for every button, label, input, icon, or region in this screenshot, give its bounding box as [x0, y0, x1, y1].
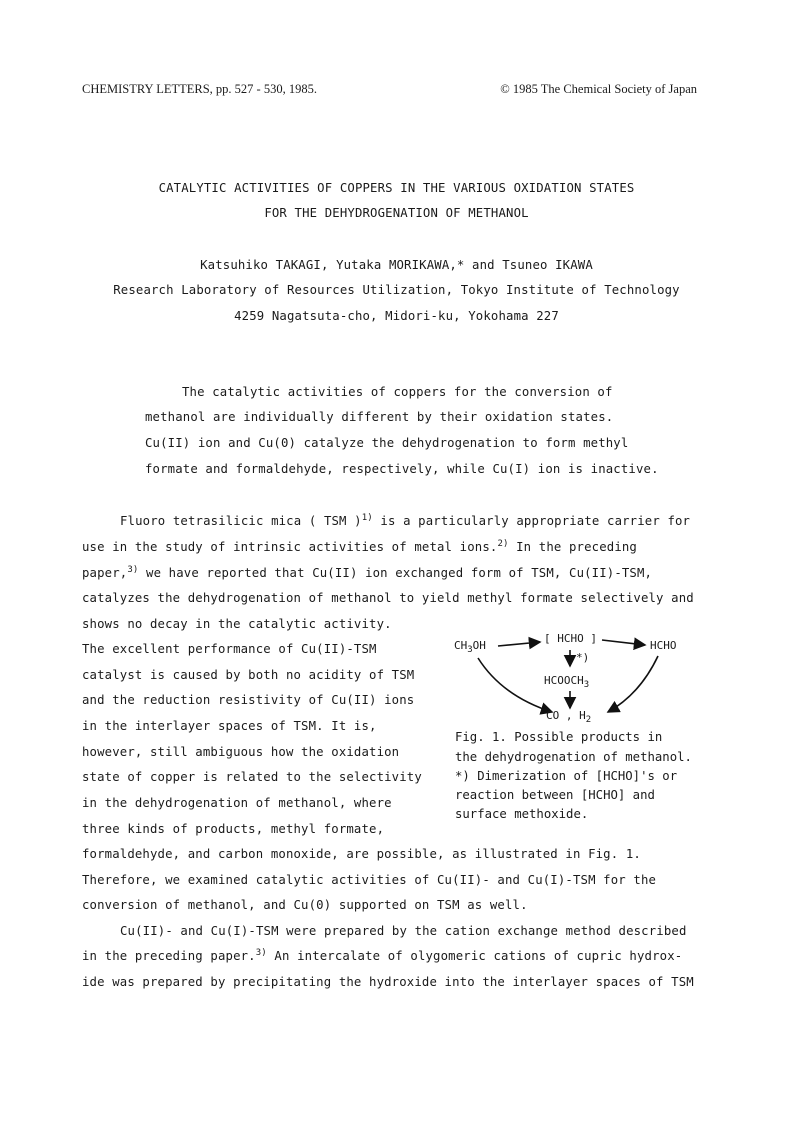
label-co-h2 [546, 709, 592, 725]
label-subscript: 3 [583, 680, 590, 690]
body-text: is a particularly appropriate carrier for [372, 514, 691, 528]
label-footnote-star: *) [576, 651, 590, 664]
title-line-2: FOR THE DEHYDROGENATION OF METHANOL [264, 206, 529, 220]
figure-caption-line: *) Dimerization of [HCHO]'s or [455, 769, 678, 783]
body-line: catalyzes the dehydrogenation of methanol to yield methyl formate selectively and [82, 591, 694, 605]
author-names: Katsuhiko TAKAGI, Yutaka MORIKAWA,* and Tsuneo IKAWA [200, 258, 593, 272]
label-text: CO , H [546, 709, 586, 722]
body-line: in the interlayer spaces of TSM. It is, [82, 719, 377, 733]
body-text: paper, [82, 566, 128, 580]
body-line: however, still ambiguous how the oxidation [82, 745, 400, 759]
copyright-notice: © 1985 The Chemical Society of Japan [500, 82, 697, 96]
body-text: In the preceding [508, 540, 637, 554]
body-text: use in the study of intrinsic activities of metal ions. [82, 540, 498, 554]
reference-mark: 1) [361, 513, 373, 523]
label-methyl-formate [544, 674, 590, 690]
body-line [82, 949, 682, 963]
body-text: we have reported that Cu(II) ion exchanged form of TSM, Cu(II)-TSM, [138, 566, 653, 580]
body-line: ide was prepared by precipitating the hydroxide into the interlayer spaces of TSM [82, 975, 694, 989]
body-line [120, 514, 690, 528]
affiliation: Research Laboratory of Resources Utilization, Tokyo Institute of Technology [113, 283, 680, 297]
body-line: shows no decay in the catalytic activity. [82, 617, 392, 631]
figure-caption-line: surface methoxide. [455, 807, 589, 821]
reference-mark: 3) [255, 948, 267, 958]
abstract-line: methanol are individually different by their oxidation states. [145, 410, 614, 424]
abstract-line: formate and formaldehyde, respectively, while Cu(I) ion is inactive. [145, 462, 659, 476]
figure-caption-line: reaction between [HCHO] and [455, 788, 655, 802]
body-line: The excellent performance of Cu(II)-TSM [82, 642, 377, 656]
body-text: Fluoro tetrasilicic mica ( TSM ) [120, 514, 362, 528]
body-line: three kinds of products, methyl formate, [82, 822, 385, 836]
abstract-line: The catalytic activities of coppers for the conversion of [182, 385, 613, 399]
body-text: in the preceding paper. [82, 949, 256, 963]
label-text: CH [454, 639, 468, 652]
body-line: in the dehydrogenation of methanol, where [82, 796, 392, 810]
address: 4259 Nagatsuta-cho, Midori-ku, Yokohama 227 [234, 309, 559, 323]
body-line: and the reduction resistivity of Cu(II) ions [82, 693, 415, 707]
body-line: Cu(II)- and Cu(I)-TSM were prepared by the cation exchange method described [120, 924, 687, 938]
label-formaldehyde: HCHO [650, 639, 677, 652]
body-line [82, 540, 637, 554]
figure-caption-line: the dehydrogenation of methanol. [455, 750, 692, 764]
label-text: OH [472, 639, 486, 652]
figure-1-diagram [440, 628, 700, 728]
label-hcho-intermediate: [ HCHO ] [544, 632, 597, 645]
body-line [82, 566, 652, 580]
body-line: formaldehyde, and carbon monoxide, are possible, as illustrated in Fig. 1. [82, 847, 641, 861]
arrow-methanol-to-hcho-intermediate [498, 642, 540, 646]
body-line: state of copper is related to the selectivity [82, 770, 422, 784]
arrow-intermediate-to-hcho [602, 640, 645, 645]
label-subscript: 3 [467, 645, 473, 655]
label-methanol [454, 639, 486, 655]
body-line: Therefore, we examined catalytic activities of Cu(II)- and Cu(I)-TSM for the [82, 873, 657, 887]
body-line: conversion of methanol, and Cu(0) supported on TSM as well. [82, 898, 528, 912]
reference-mark: 2) [497, 539, 509, 549]
title-line-1: CATALYTIC ACTIVITIES OF COPPERS IN THE VARIOUS OXIDATION STATES [158, 181, 635, 195]
arrow-hcho-to-co-h2 [608, 656, 658, 712]
journal-citation: CHEMISTRY LETTERS, pp. 527 - 530, 1985. [82, 82, 317, 96]
abstract-line: Cu(II) ion and Cu(0) catalyze the dehydrogenation to form methyl [145, 436, 629, 450]
label-text: HCOOCH [544, 674, 584, 687]
body-line: catalyst is caused by both no acidity of TSM [82, 668, 415, 682]
body-text: An intercalate of olygomeric cations of cupric hydrox- [266, 949, 683, 963]
arrow-methanol-to-co [478, 658, 552, 712]
label-subscript: 2 [585, 715, 592, 725]
figure-caption-line: Fig. 1. Possible products in [455, 730, 663, 744]
reference-mark: 3) [127, 565, 139, 575]
